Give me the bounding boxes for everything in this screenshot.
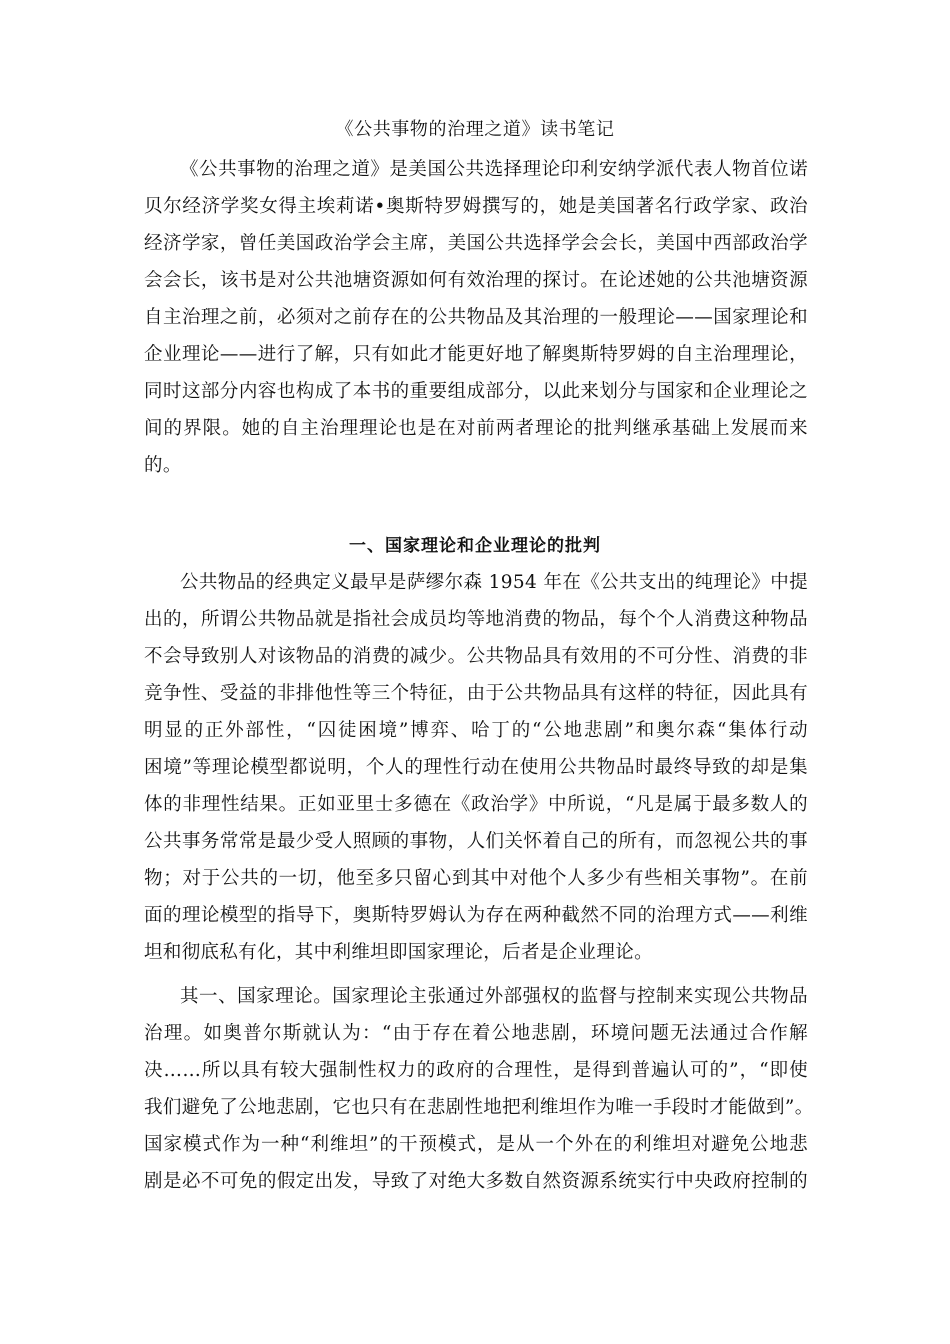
paragraph-line: 面的理论模型的指导下，奥斯特罗姆认为存在两种截然不同的治理方式——利维 [144,905,808,926]
paragraph-line: 不会导致别人对该物品的消费的减少。公共物品具有效用的不可分性、消费的非 [144,646,808,667]
paragraph-line: 国家模式作为一种“利维坦”的干预模式，是从一个外在的利维坦对避免公地悲 [144,1134,808,1155]
paragraph-line: 会会长，该书是对公共池塘资源如何有效治理的探讨。在论述她的公共池塘资源 [144,270,808,291]
paragraph-line: 体的非理性结果。正如亚里士多德在《政治学》中所说，“凡是属于最多数人的 [144,794,808,815]
paragraph-line: 公共物品的经典定义最早是萨缪尔森 1954 年在《公共支出的纯理论》中提 [180,572,808,593]
paragraph-line: 经济学家，曾任美国政治学会主席，美国公共选择学会会长，美国中西部政治学 [144,233,808,254]
paragraph-line: 企业理论——进行了解，只有如此才能更好地了解奥斯特罗姆的自主治理理论， [144,344,808,365]
paragraph-line: 同时这部分内容也构成了本书的重要组成部分，以此来划分与国家和企业理论之 [144,381,808,402]
paragraph-line: 决……所以具有较大强制性权力的政府的合理性，是得到普遍认可的”，“即使 [144,1060,808,1081]
paragraph-line: 公共事务常常是最少受人照顾的事物，人们关怀着自己的所有，而忽视公共的事 [144,831,808,852]
paragraph-line: 竞争性、受益的非排他性等三个特征，由于公共物品具有这样的特征，因此具有 [144,683,808,704]
paragraph-line: 剧是必不可免的假定出发，导致了对绝大多数自然资源系统实行中央政府控制的 [144,1171,808,1192]
paragraph-line: 物；对于公共的一切，他至多只留心到其中对他个人多少有些相关事物”。在前 [144,868,808,889]
paragraph-line: 治理。如奥普尔斯就认为：“由于存在着公地悲剧，环境问题无法通过合作解 [144,1023,808,1044]
paragraph-line: 《公共事物的治理之道》是美国公共选择理论印利安纳学派代表人物首位诺 [180,159,808,180]
paragraph-line: 间的界限。她的自主治理理论也是在对前两者理论的批判继承基础上发展而来 [144,418,808,439]
paragraph-line: 坦和彻底私有化，其中利维坦即国家理论，后者是企业理论。 [144,942,653,963]
paragraph-line: 其一、国家理论。国家理论主张通过外部强权的监督与控制来实现公共物品 [180,986,808,1007]
paragraph-line: 困境”等理论模型都说明，个人的理性行动在使用公共物品时最终导致的却是集 [144,757,808,778]
paragraph-line: 自主治理之前，必须对之前存在的公共物品及其治理的一般理论——国家理论和 [144,307,808,328]
paragraph-line: 的。 [144,455,182,476]
paragraph-line: 贝尔经济学奖女得主埃莉诺•奥斯特罗姆撰写的，她是美国著名行政学家、政治 [144,196,808,217]
document-title: 《公共事物的治理之道》读书笔记 [335,119,615,140]
section-heading: 一、国家理论和企业理论的批判 [349,536,601,556]
paragraph-line: 明显的正外部性，“囚徒困境”博弈、哈丁的“公地悲剧”和奥尔森“集体行动 [144,720,808,741]
paragraph-line: 我们避免了公地悲剧，它也只有在悲剧性地把利维坦作为唯一手段时才能做到”。 [144,1097,814,1118]
paragraph-line: 出的，所谓公共物品就是指社会成员均等地消费的物品，每个个人消费这种物品 [144,609,808,630]
